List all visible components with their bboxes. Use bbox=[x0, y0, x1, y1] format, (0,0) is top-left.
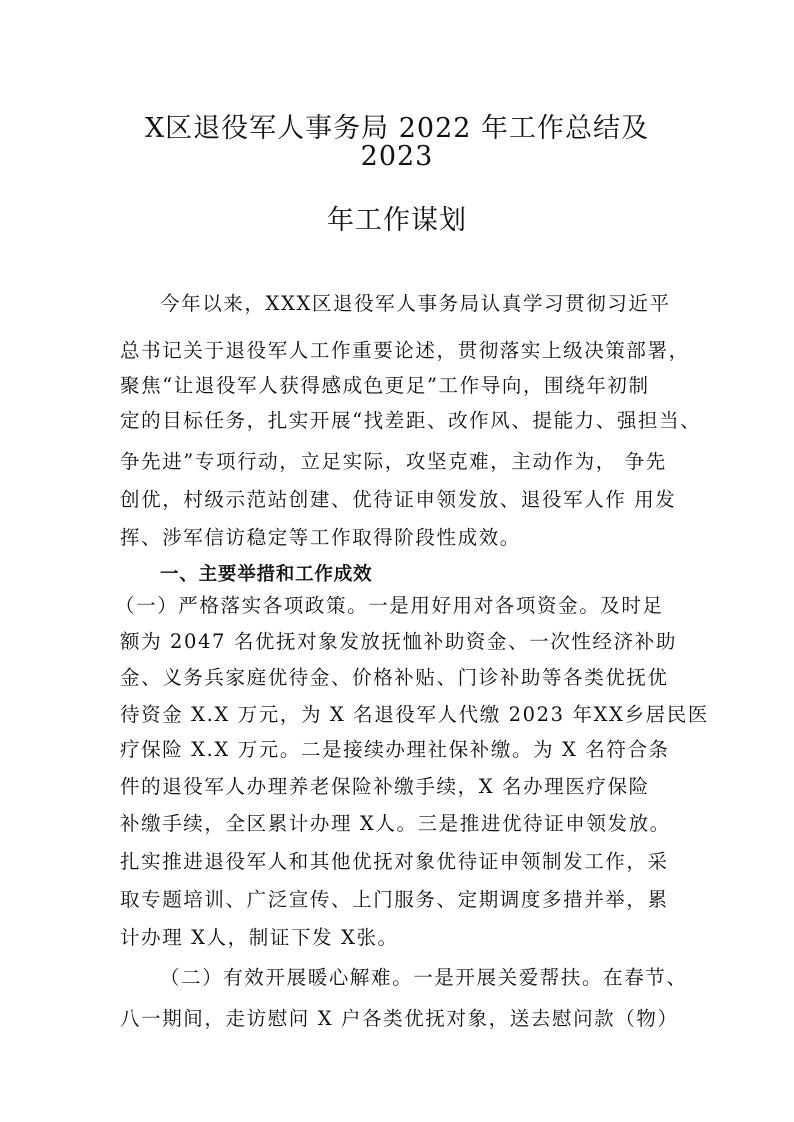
section-line: 八一期间，走访慰问 X 户各类优抚对象，送去慰问款（物） bbox=[120, 1007, 679, 1030]
section-line: 件的退役军人办理养老保险补缴手续，X 名办理医疗保险 bbox=[120, 775, 650, 798]
section-line: 额为 2047 名优抚对象发放抚恤补助资金、一次性经济补助 bbox=[120, 630, 677, 653]
section-line: 补缴手续，全区累计办理 X人。三是推进优待证申领发放。 bbox=[120, 812, 671, 835]
section-line: 待资金 X.X 万元，为 X 名退役军人代缴 2023 年XX乡居民医 bbox=[120, 703, 709, 726]
section-line: 疗保险 X.X 万元。二是接续办理社保补缴。为 X 名符合条 bbox=[120, 738, 670, 761]
document-title-line-2: 2023 bbox=[360, 141, 434, 172]
section-line: 扎实推进退役军人和其他优抚对象优待证申领制发工作，采 bbox=[120, 850, 669, 873]
section-line: 计办理 X人，制证下发 X张。 bbox=[120, 926, 399, 949]
section-heading: 一、主要举措和工作成效 bbox=[160, 564, 373, 585]
intro-line: 总书记关于退役军人工作重要论述，贯彻落实上级决策部署， bbox=[120, 339, 690, 362]
document-title-line-1: X区退役军人事务局 2022 年工作总结及 bbox=[144, 113, 650, 144]
section-line: 取专题培训、广泛宣传、上门服务、定期调度多措并举，累 bbox=[120, 888, 669, 911]
intro-line: 今年以来，XXX区退役军人事务局认真学习贯彻习近平 bbox=[160, 292, 671, 315]
section-line: （一）严格落实各项政策。一是用好用对各项资金。及时足 bbox=[115, 594, 664, 617]
intro-line: 聚焦“让退役军人获得感成色更足”工作导向，围绕年初制 bbox=[120, 374, 650, 397]
intro-line: 挥、涉军信访稳定等工作取得阶段性成效。 bbox=[120, 526, 521, 549]
section-line: （二）有效开展暖心解难。一是开展关爱帮扶。在春节、 bbox=[160, 966, 688, 989]
section-line: 金、义务兵家庭优待金、价格补贴、门诊补助等各类优抚优 bbox=[120, 666, 669, 689]
intro-line: 争先进”专项行动，立足实际，攻坚克难，主动作为， 争先 bbox=[120, 450, 667, 473]
intro-line: 定的目标任务，扎实开展“找差距、改作风、提能力、强担当、 bbox=[120, 409, 702, 432]
intro-line: 创优，村级示范站创建、优待证申领发放、退役军人作 用发 bbox=[120, 488, 677, 511]
document-title-line-3: 年工作谋划 bbox=[327, 205, 467, 236]
